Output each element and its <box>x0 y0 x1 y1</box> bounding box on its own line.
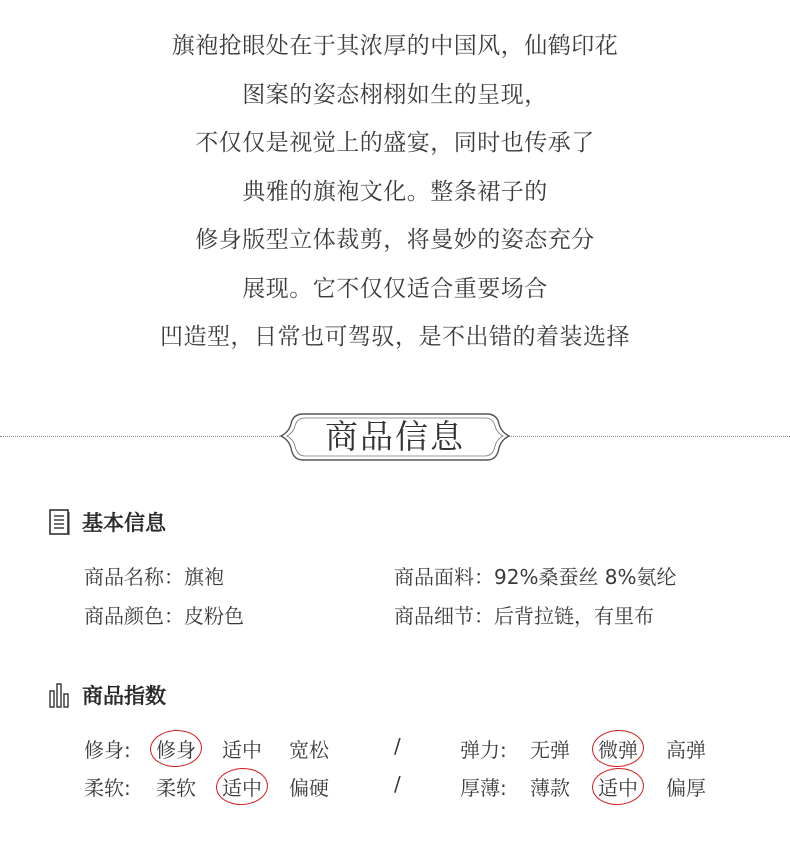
fit-option-loose: 宽松 <box>289 738 329 762</box>
intro-line: 典雅的旗袍文化。整条裙子的 <box>242 178 548 205</box>
thickness-option-medium: 适中 <box>598 772 638 801</box>
intro-line: 图案的姿态栩栩如生的呈现， <box>242 81 548 108</box>
row-separator: / <box>394 734 401 758</box>
row-separator: / <box>394 772 401 796</box>
product-index-heading <box>48 680 166 710</box>
intro-line: 修身版型立体裁剪，将曼妙的姿态充分 <box>195 227 595 253</box>
elasticity-option-none: 无弹 <box>530 738 570 762</box>
section-divider <box>0 410 790 464</box>
softness-option-soft: 柔软 <box>156 776 196 800</box>
product-index-label: 商品指数 <box>82 684 166 708</box>
product-detail: 商品细节：后背拉链，有里布 <box>394 604 654 628</box>
softness-option-stiff: 偏硬 <box>289 776 329 800</box>
elasticity-label: 弹力: <box>460 738 507 762</box>
softness-option-medium: 适中 <box>222 772 262 801</box>
fit-option-regular: 适中 <box>222 738 262 762</box>
thickness-label: 厚薄: <box>460 776 507 800</box>
dotted-rule-left <box>0 436 282 437</box>
product-fabric: 商品面料：92%桑蚕丝 8%氨纶 <box>394 565 677 589</box>
basic-info-heading <box>48 507 166 537</box>
intro-line: 不仅仅是视觉上的盛宴，同时也传承了 <box>195 130 595 156</box>
intro-line: 凹造型，日常也可驾驭，是不出错的着装选择 <box>160 324 630 350</box>
product-name: 商品名称：旗袍 <box>84 565 224 589</box>
thickness-option-thick: 偏厚 <box>666 776 706 800</box>
bar-chart-icon <box>48 681 72 709</box>
basic-info-label: 基本信息 <box>82 511 166 535</box>
dotted-rule-right <box>508 436 790 437</box>
intro-line: 旗袍抢眼处在于其浓厚的中国风，仙鹤印花 <box>171 33 619 59</box>
elasticity-option-slight: 微弹 <box>598 734 638 763</box>
fit-option-slim: 修身 <box>156 734 196 763</box>
softness-label: 柔软: <box>84 776 131 800</box>
document-list-icon <box>48 508 72 536</box>
section-title: 商品信息 <box>325 417 465 456</box>
elasticity-option-high: 高弹 <box>666 738 706 762</box>
thickness-option-thin: 薄款 <box>530 776 570 800</box>
product-color: 商品颜色：皮粉色 <box>84 604 244 628</box>
intro-line: 展现。它不仅仅适合重要场合 <box>242 275 548 302</box>
intro-paragraph <box>0 22 790 362</box>
fit-label: 修身: <box>84 738 131 762</box>
